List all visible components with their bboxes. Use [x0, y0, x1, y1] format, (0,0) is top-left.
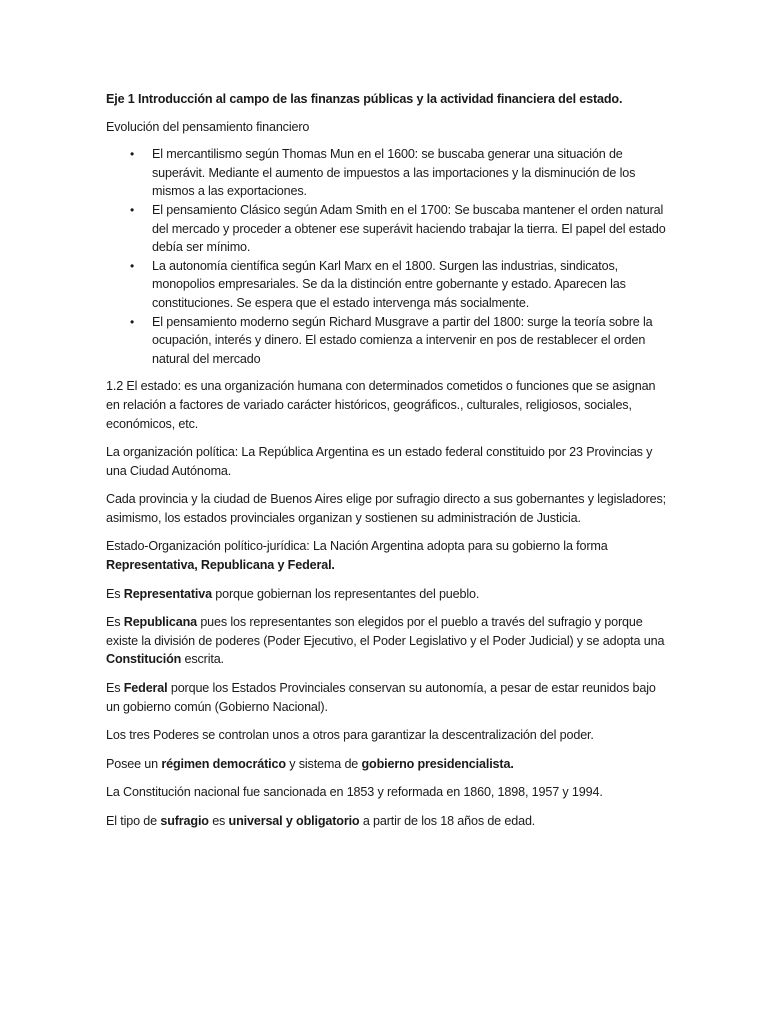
paragraph-poderes: Los tres Poderes se controlan unos a otros para garantizar la descentralización del poder. — [106, 728, 594, 743]
paragraph-republicana — [106, 613, 666, 669]
bullet-icon: • — [130, 314, 135, 329]
paragraph-organizacion-politica: La organización política: La República Argentina es un estado federal constituido por 23 Provincias y una Ciudad Autónoma. — [106, 445, 653, 478]
list-item — [106, 145, 666, 201]
list-item — [106, 313, 666, 369]
paragraph-federal — [106, 679, 666, 716]
paragraph-estado: 1.2 El estado: es una organización humana con determinados cometidos o funciones que se asignan en relación a factores de variado carácter históricos, geográficos., culturales, religiosos, sociales, económicos, etc. — [106, 379, 656, 431]
list-item-text: El mercantilismo según Thomas Mun en el 1600: se buscaba generar una situación de superávit. Mediante el aumento de impuestos a las importaciones y la disminución de los mismos a las exportaciones. — [152, 147, 636, 199]
bullet-icon: • — [130, 258, 135, 273]
paragraph-sufragio — [106, 812, 666, 831]
document-page — [106, 90, 666, 841]
paragraph-constitucion: La Constitución nacional fue sancionada en 1853 y reformada en 1860, 1898, 1957 y 1994. — [106, 785, 603, 800]
list-item-text: El pensamiento moderno según Richard Musgrave a partir del 1800: surge la teoría sobre la ocupación, interés y dinero. El estado comienza a intervenir en pos de restablecer el orden natural del mercado — [152, 314, 653, 366]
list-item-text: El pensamiento Clásico según Adam Smith en el 1700: Se buscaba mantener el orden natural del mercado y proceder a obtener ese superávit haciendo trabajar la tierra. El papel del estado debía ser mínimo. — [152, 202, 666, 255]
bold-text: Federal — [123, 681, 168, 696]
bold-text: Representativa, Republicana y Federal. — [106, 558, 335, 573]
bold-text: universal y obligatorio — [228, 814, 360, 828]
document-title: Eje 1 Introducción al campo de las finanzas públicas y la actividad financiera del estado. — [106, 92, 623, 106]
paragraph-provincias: Cada provincia y la ciudad de Buenos Aires elige por sufragio directo a sus gobernantes y legisladores; asimismo, los estados provinciales organizan y sostienen su administración de Justicia. — [106, 492, 667, 525]
bold-text: Constitución — [106, 652, 182, 667]
bullet-list — [106, 145, 666, 368]
bold-text: gobierno presidencialista. — [361, 756, 514, 771]
text-span: porque gobiernan los representantes del pueblo. — [211, 586, 480, 601]
bold-text: sufragio — [160, 814, 209, 828]
bold-text: Republicana — [123, 615, 197, 630]
text-span: a partir de los 18 años de edad. — [359, 814, 536, 828]
text-span: pues los representantes son elegidos por el pueblo a través del sufragio y porque existe la división de poderes (Poder Ejecutivo, el Poder Legislativo y el Poder Judicial) y se adopta una — [106, 615, 665, 648]
text-span: escrita. — [181, 652, 224, 667]
list-item — [106, 201, 666, 257]
text-span: Es — [106, 615, 124, 630]
list-item-text: La autonomía científica según Karl Marx en el 1800. Surgen las industrias, sindicatos, monopolios empresariales. Se da la distinción entre gobernante y estado. Aparecen las constituciones. Se espera que el estado intervenga más socialmente. — [152, 258, 626, 310]
text-span: es — [208, 814, 229, 828]
paragraph-forma-gobierno — [106, 537, 666, 574]
section-subtitle: Evolución del pensamiento financiero — [106, 119, 310, 134]
text-span: Es — [106, 681, 124, 696]
bullet-icon: • — [130, 147, 135, 162]
paragraph-representativa — [106, 585, 666, 604]
text-span: Es — [106, 586, 124, 601]
text-span: Posee un — [106, 756, 162, 771]
paragraph-regimen — [106, 755, 666, 774]
text-span: El tipo de — [106, 814, 161, 828]
text-span: y sistema de — [285, 756, 362, 771]
text-span: Estado-Organización político-jurídica: La Nación Argentina adopta para su gobierno la forma — [106, 539, 608, 554]
bold-text: régimen democrático — [161, 756, 286, 771]
bullet-icon: • — [130, 202, 135, 217]
bold-text: Representativa — [123, 586, 212, 601]
list-item — [106, 257, 666, 313]
text-span: porque los Estados Provinciales conservan su autonomía, a pesar de estar reunidos bajo un gobierno común (Gobierno Nacional). — [106, 681, 656, 714]
